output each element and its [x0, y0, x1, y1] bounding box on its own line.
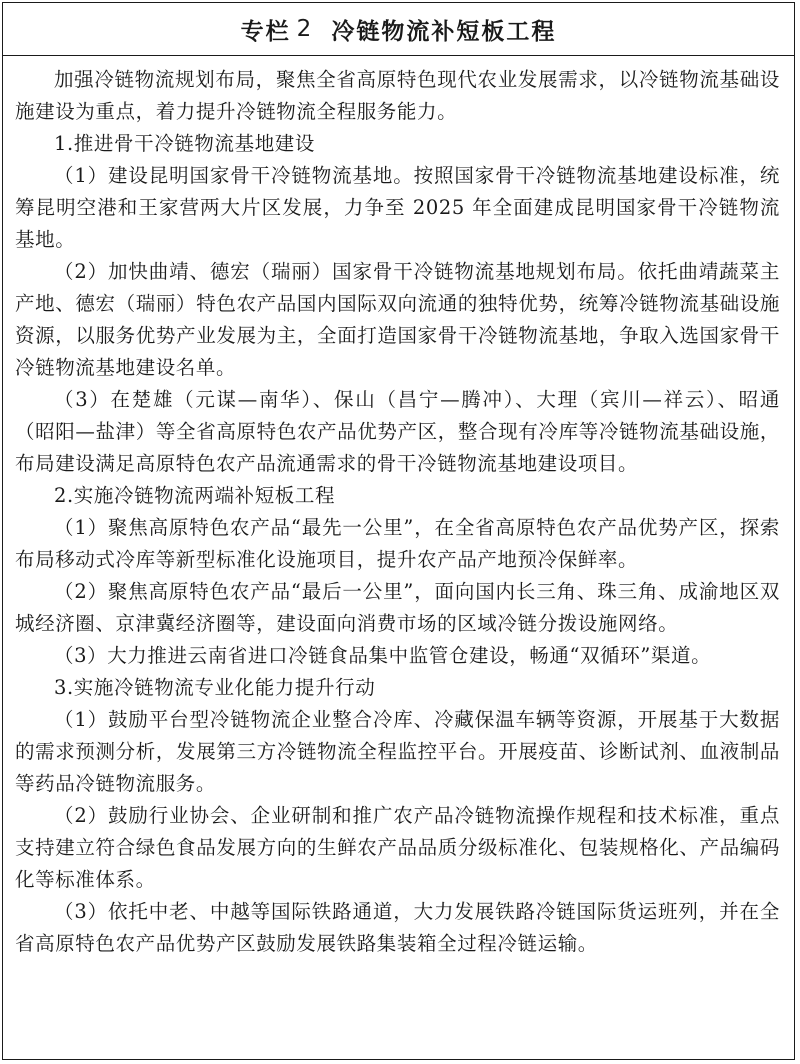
item-1-2: （2）加快曲靖、德宏（瑞丽）国家骨干冷链物流基地规划布局。依托曲靖蔬菜主产地、德宏（瑞丽）特色农产品国内国际双向流通的独特优势，统筹冷链物流基础设施资源，以服务优势产业发展为主，全面打造国家骨干冷链物流基地，争取入选国家骨干冷链物流基地建设名单。 [15, 260, 780, 379]
box-title-text: 冷链物流补短板工程 [331, 18, 557, 45]
item-2-2: （2）聚焦高原特色农产品“最后一公里”，面向国内长三角、珠三角、成渝地区双城经济圈、京津冀经济圈等，建设面向消费市场的区域冷链分拨设施网络。 [15, 580, 780, 635]
item-2-3: （3）大力推进云南省进口冷链食品集中监管仓建设，畅通“双循环”渠道。 [54, 644, 712, 667]
item-1-1: （1）建设昆明国家骨干冷链物流基地。按照国家骨干冷链物流基地建设标准，统筹昆明空港和王家营两大片区发展，力争至 2025 年全面建成昆明国家骨干冷链物流基地。 [15, 164, 780, 251]
box-content [3, 56, 794, 960]
item-2-1: （1）聚焦高原特色农产品“最先一公里”，在全省高原特色农产品优势产区，探索布局移动式冷库等新型标准化设施项目，提升农产品产地预冷保鲜率。 [15, 516, 780, 571]
item-3-3: （3）依托中老、中越等国际铁路通道，大力发展铁路冷链国际货运班列，并在全省高原特色农产品优势产区鼓励发展铁路集装箱全过程冷链运输。 [15, 900, 780, 955]
box-title [3, 3, 794, 56]
box-title-number: 2 [296, 16, 314, 42]
section-heading-1: 1.推进骨干冷链物流基地建设 [54, 132, 316, 155]
feature-box [2, 2, 795, 1060]
section-heading-2: 2.实施冷链物流两端补短板工程 [54, 484, 336, 507]
item-1-3: （3）在楚雄（元谋—南华）、保山（昌宁—腾冲）、大理（宾川—祥云）、昭通（昭阳—盐津）等全省高原特色农产品优势产区，整合现有冷库等冷链物流基础设施，布局建设满足高原特色农产品流通需求的骨干冷链物流基地建设项目。 [15, 388, 780, 475]
box-title-prefix: 专栏 [240, 18, 291, 45]
section-heading-3: 3.实施冷链物流专业化能力提升行动 [54, 676, 376, 699]
item-3-1: （1）鼓励平台型冷链物流企业整合冷库、冷藏保温车辆等资源，开展基于大数据的需求预测分析，发展第三方冷链物流全程监控平台。开展疫苗、诊断试剂、血液制品等药品冷链物流服务。 [15, 708, 780, 795]
intro-paragraph: 加强冷链物流规划布局，聚焦全省高原特色现代农业发展需求，以冷链物流基础设施建设为重点，着力提升冷链物流全程服务能力。 [15, 68, 780, 123]
item-3-2: （2）鼓励行业协会、企业研制和推广农产品冷链物流操作规程和技术标准，重点支持建立符合绿色食品发展方向的生鲜农产品品质分级标准化、包装规格化、产品编码化等标准体系。 [15, 804, 780, 891]
